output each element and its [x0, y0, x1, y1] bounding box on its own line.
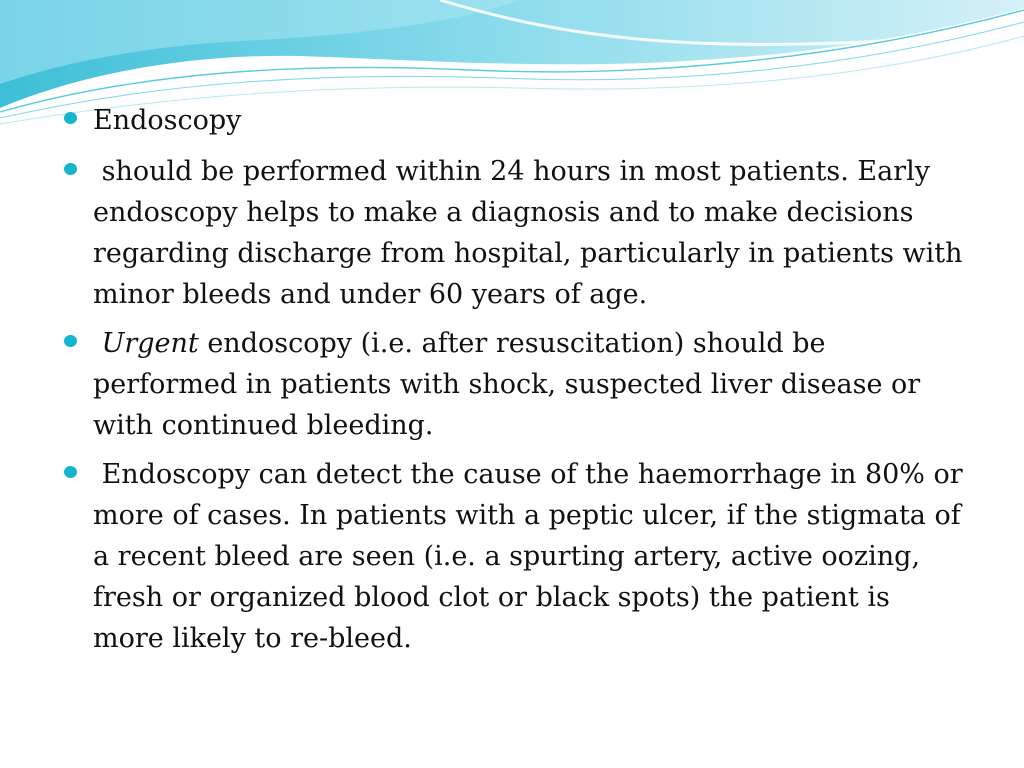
bullet-text: Endoscopy can detect the cause of the haemorrhage in 80% or more of cases. In patients with a peptic ulcer, if the stigmata of a recent bleed are seen (i.e. a spurting artery, active oozing, fresh or organized blood clot or black spots) the patient is more likely to re-bleed. — [93, 459, 963, 654]
bullet-item-urgent — [64, 323, 964, 446]
bullet-list — [64, 100, 964, 667]
bullet-item-detection — [64, 454, 964, 659]
bullet-item-endoscopy — [64, 100, 964, 141]
bullet-text: endoscopy (i.e. after resuscitation) should be performed in patients with shock, suspected liver disease or with continued bleeding. — [93, 328, 921, 441]
bullet-dot-icon — [64, 466, 77, 478]
bullet-item-timing — [64, 151, 964, 315]
bullet-emphasis: Urgent — [93, 328, 199, 359]
bullet-dot-icon — [64, 163, 77, 175]
bullet-text: should be performed within 24 hours in most patients. Early endoscopy helps to make a diagnosis and to make decisions regarding discharge from hospital, particularly in patients with minor bleeds and under 60 years of age. — [93, 156, 963, 310]
bullet-dot-icon — [64, 335, 77, 347]
bullet-dot-icon — [64, 112, 77, 124]
bullet-text: Endoscopy — [93, 105, 242, 136]
